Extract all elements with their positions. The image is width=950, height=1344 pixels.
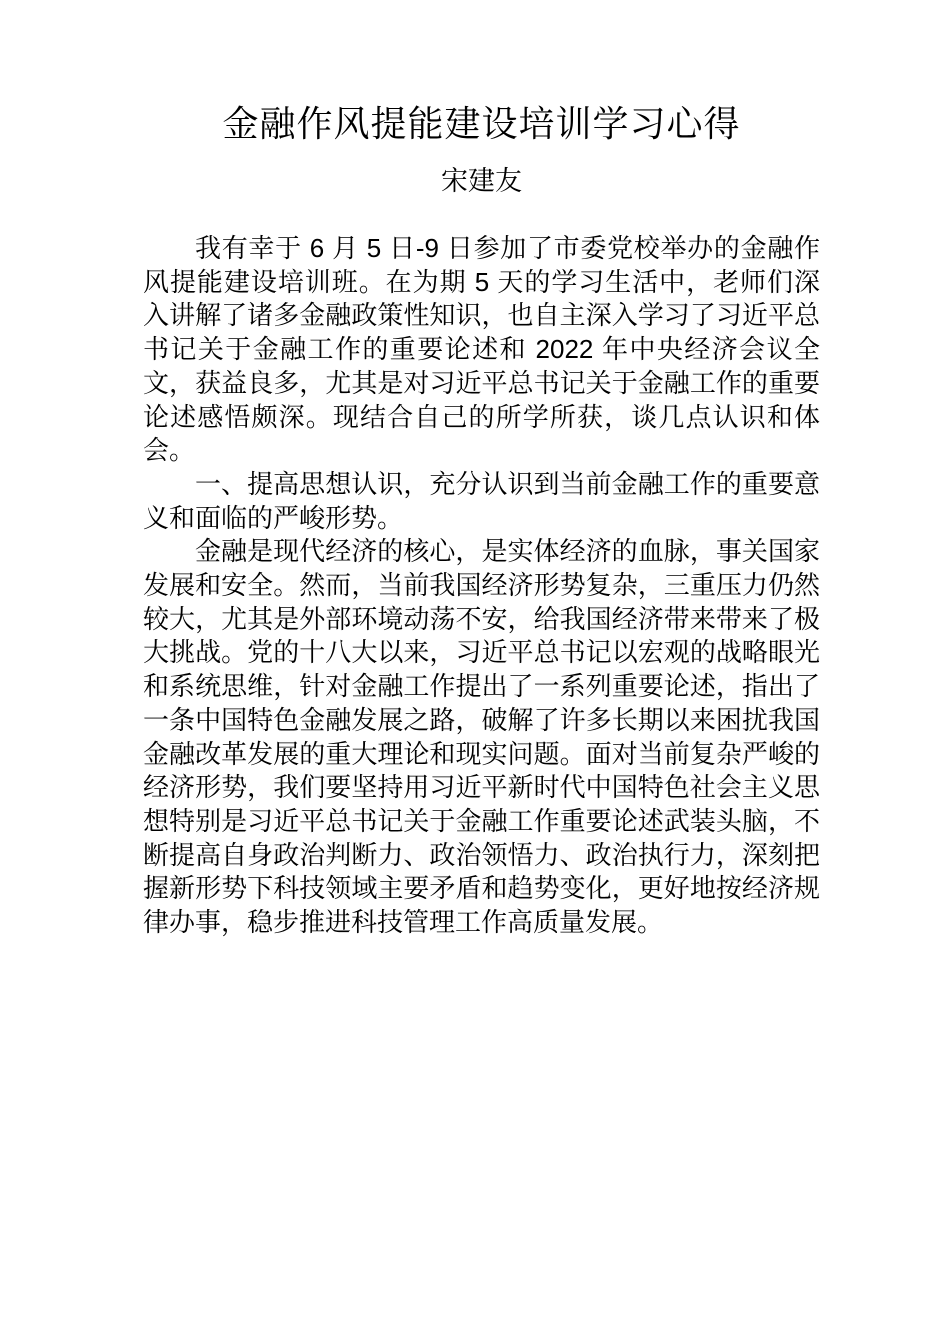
author-name: 宋建友 [441,166,522,196]
body-paragraph: 金融是现代经济的核心，是实体经济的血脉，事关国家发展和安全。然而，当前我国经济形势复杂，三重压力仍然较大，尤其是外部环境动荡不安，给我国经济带来带来了极大挑战。党的十八大以来，习近平总书记以宏观的战略眼光和系统思维，针对金融工作提出了一系列重要论述，指出了一条中国特色金融发展之路，破解了许多长期以来困扰我国金融改革发展的重大理论和现实问题。面对当前复杂严峻的经济形势，我们要坚持用习近平新时代中国特色社会主义思想特别是习近平总书记关于金融工作重要论述武装头脑，不断提高自身政治判断力、政治领悟力、政治执行力，深刻把握新形势下科技领域主要矛盾和趋势变化，更好地按经济规律办事，稳步推进科技管理工作高质量发展。 [143,536,820,938]
document-title: 金融作风提能建设培训学习心得 [222,104,741,144]
body-paragraph: 我有幸于 6 月 5 日-9 日参加了市委党校举办的金融作风提能建设培训班。在为期 5 天的学习生活中，老师们深入讲解了诸多金融政策性知识，也自主深入学习了习近平总书记关于金融工作的重要论述和 2022 年中央经济会议全文，获益良多，尤其是对习近平总书记关于金融工作的重要论述感悟颇深。现结合自己的所学所获，谈几点认识和体会。 [143,233,820,466]
body-paragraph: 一、提高思想认识，充分认识到当前金融工作的重要意义和面临的严峻形势。 [143,468,820,533]
document-body [143,232,820,940]
